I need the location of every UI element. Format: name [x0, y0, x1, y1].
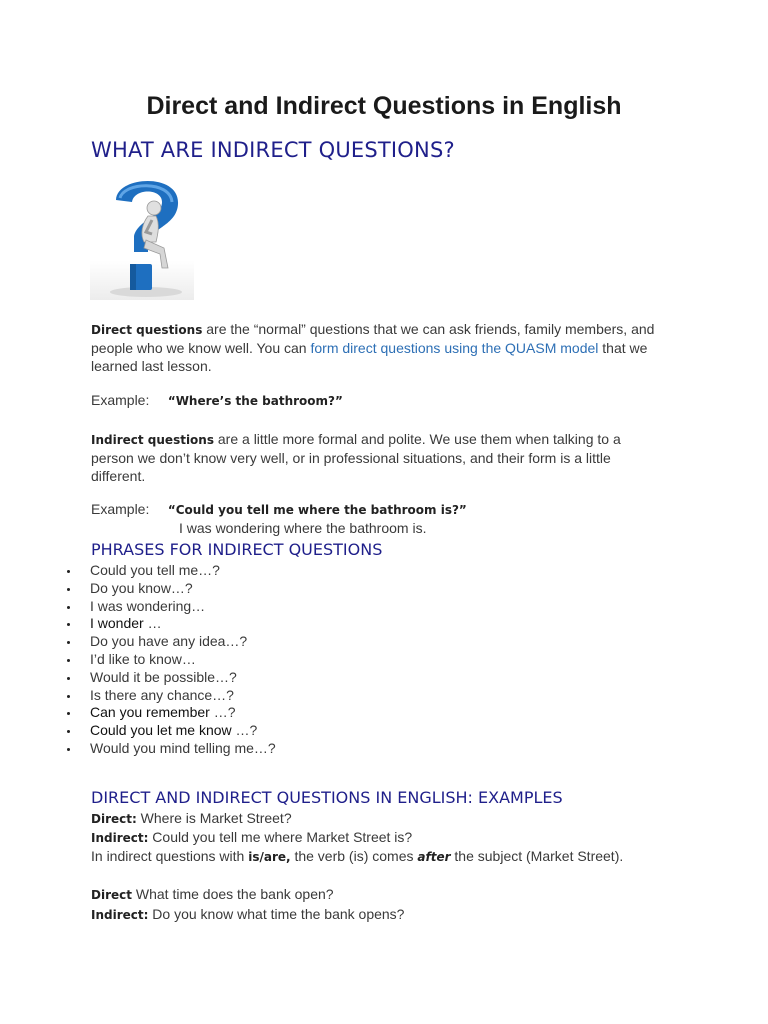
note-text: In indirect questions with is/are, the verb (is) comes after the subject (Market Street). — [91, 848, 624, 864]
section-heading-what: WHAT ARE INDIRECT QUESTIONS? — [91, 138, 455, 162]
quasm-link[interactable]: form direct questions using the QUASM model — [310, 340, 599, 356]
question-mark-figure-icon — [90, 168, 194, 300]
example-b-direct: Direct What time does the bank open? — [91, 886, 334, 902]
direct-questions-label: Direct questions — [91, 323, 203, 337]
list-item: I was wondering… — [66, 598, 276, 616]
list-item: Is there any chance…? — [66, 687, 276, 705]
example-1 — [91, 392, 343, 410]
list-item: Do you have any idea…? — [66, 633, 276, 651]
list-item: Could you tell me…? — [66, 562, 276, 580]
list-item: Do you know…? — [66, 580, 276, 598]
indirect-questions-paragraph: Indirect questions are a little more formal and polite. We use them when talking to a person we don’t know very well, or in professional situations, and their form is a little different. — [91, 431, 621, 484]
list-item: Would it be possible…? — [66, 669, 276, 687]
example-quote: “Where’s the bathroom?” — [167, 394, 343, 408]
list-item: Would you mind telling me…? — [66, 740, 276, 758]
example-label: Example: — [91, 392, 150, 408]
list-item: Could you let me know …? — [66, 722, 276, 740]
page-title: Direct and Indirect Questions in English — [146, 92, 622, 120]
list-item: I wonder … — [66, 615, 276, 633]
list-item: Can you remember …? — [66, 704, 276, 722]
example-2-second: I was wondering where the bathroom is. — [179, 520, 427, 536]
example-b-indirect: Indirect: Do you know what time the bank opens? — [91, 906, 405, 922]
example-2 — [91, 501, 467, 519]
example-quote: “Could you tell me where the bathroom is?” — [167, 503, 467, 517]
section-heading-phrases: PHRASES FOR INDIRECT QUESTIONS — [91, 540, 383, 559]
example-a-indirect: Indirect: Could you tell me where Market Street is? — [91, 829, 413, 845]
phrases-list — [66, 562, 276, 758]
direct-questions-paragraph: Direct questions are the “normal” questions that we can ask friends, family members, and people who we know well. You can form direct questions using the QUASM model that we learned last lesson. — [91, 321, 655, 374]
example-label: Example: — [91, 501, 150, 517]
indirect-questions-label: Indirect questions — [91, 433, 214, 447]
example-a-direct: Direct: Where is Market Street? — [91, 810, 292, 826]
list-item: I’d like to know… — [66, 651, 276, 669]
section-heading-examples: DIRECT AND INDIRECT QUESTIONS IN ENGLISH: EXAMPLES — [91, 788, 563, 807]
